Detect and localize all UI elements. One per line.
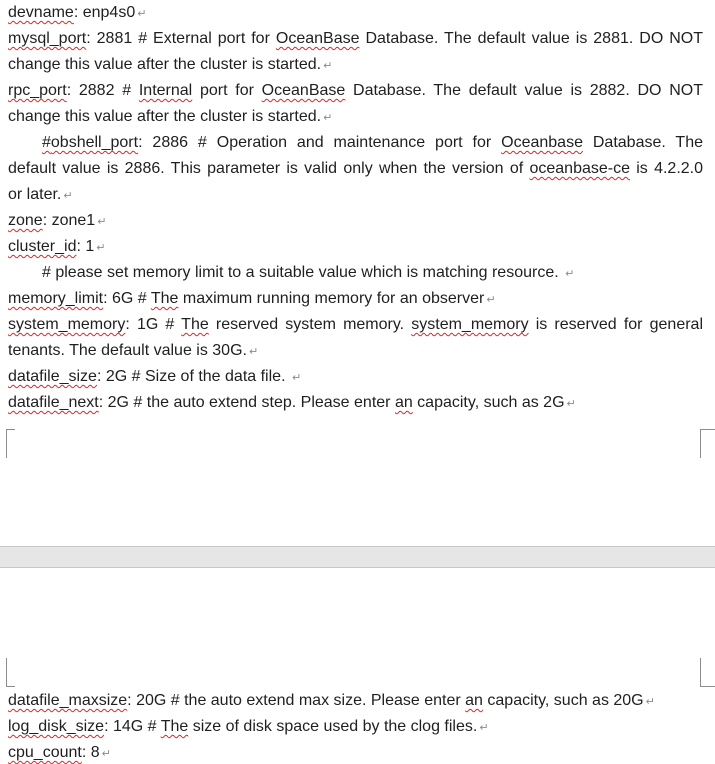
config-key: system_memory <box>8 316 126 333</box>
paragraph-mark-icon: ↵ <box>96 242 106 254</box>
config-line-cluster-id[interactable] <box>8 234 703 260</box>
config-line-cpu-count[interactable] <box>8 740 703 764</box>
paragraph-mark-icon: ↵ <box>645 696 655 708</box>
paragraph-mark-icon: ↵ <box>323 60 333 72</box>
flagged-word: The <box>181 316 209 333</box>
comment-text: change this value after the cluster is started. <box>8 56 322 73</box>
paragraph-mark-icon: ↵ <box>137 8 147 20</box>
paragraph-mark-icon: ↵ <box>566 398 576 410</box>
config-value: : 6G # <box>103 290 151 307</box>
config-line-system-memory[interactable] <box>8 312 703 338</box>
config-line-datafile-maxsize[interactable] <box>8 688 703 714</box>
config-key: cluster_id <box>8 238 77 255</box>
config-line-datafile-next[interactable] <box>8 390 703 416</box>
page-margin-corner-marker <box>700 429 715 458</box>
document-body-top[interactable] <box>8 0 703 416</box>
comment-text: size of disk space used by the clog files. <box>188 718 478 735</box>
page-margin-corner-marker <box>700 658 715 687</box>
page-margin-corner-marker <box>6 658 15 687</box>
flagged-word: The <box>160 718 189 735</box>
paragraph-mark-icon: ↵ <box>101 748 111 760</box>
flagged-word: OceanBase <box>275 30 360 47</box>
paragraph-mark-icon: ↵ <box>486 294 496 306</box>
config-value: : 2881 # External port for <box>86 30 276 47</box>
config-value: : 1 <box>76 238 95 255</box>
paragraph-mark-icon: ↵ <box>565 268 575 280</box>
config-line-mysql-port[interactable] <box>8 26 703 52</box>
config-value: : 20G # the auto extend max size. Please enter <box>127 692 466 709</box>
page-margin-corner-marker <box>6 429 15 458</box>
config-value: : 2G # the auto extend step. Please enter <box>98 394 395 411</box>
comment-text: change this value after the cluster is started. <box>8 108 322 125</box>
config-line-datafile-size[interactable] <box>8 364 703 390</box>
comment-text: reserved system memory. <box>208 316 412 333</box>
config-value: : 8 <box>81 744 100 761</box>
paragraph-mark-icon: ↵ <box>97 216 107 228</box>
flagged-word: Internal <box>138 82 193 99</box>
config-line-log-disk-size[interactable] <box>8 714 703 740</box>
flagged-word: The <box>150 290 179 307</box>
paragraph-mark-icon: ↵ <box>248 346 259 358</box>
config-value: : 2886 # Operation and maintenance port for <box>138 134 502 151</box>
comment-text: is reserved for general <box>528 316 703 333</box>
flagged-word: an <box>465 692 483 709</box>
comment-continuation-line[interactable] <box>8 156 703 182</box>
config-key: zone <box>8 212 43 229</box>
comment-text: # please set memory limit to a suitable value which is matching resource. <box>42 264 564 281</box>
comment-hash: # <box>42 134 51 151</box>
config-line-rpc-port[interactable] <box>8 78 703 104</box>
paragraph-mark-icon: ↵ <box>63 190 73 202</box>
comment-line-memory-hint[interactable] <box>8 260 703 286</box>
config-value: : zone1 <box>42 212 96 229</box>
config-key: datafile_size <box>8 368 97 385</box>
comment-text: tenants. The default value is 30G. <box>8 342 247 359</box>
flagged-word: Oceanbase <box>501 134 583 151</box>
comment-text: or later. <box>8 186 62 203</box>
document-body-bottom[interactable] <box>8 688 703 764</box>
comment-continuation-line[interactable] <box>8 182 703 208</box>
comment-text: capacity, such as 2G <box>412 394 565 411</box>
config-line-obshell-port[interactable] <box>8 130 703 156</box>
flagged-word: system_memory <box>411 316 529 333</box>
comment-text: port for <box>192 82 262 99</box>
config-key: datafile_maxsize <box>8 692 128 709</box>
comment-text: Database. The <box>582 134 704 151</box>
config-value: : 1G # <box>125 316 182 333</box>
config-key: cpu_count <box>8 744 82 761</box>
config-key: devname <box>8 4 74 21</box>
config-key: datafile_next <box>8 394 99 411</box>
paragraph-mark-icon: ↵ <box>323 112 333 124</box>
config-line-memory-limit[interactable] <box>8 286 703 312</box>
comment-text: is 4.2.2.0 <box>629 160 704 177</box>
config-key: mysql_port <box>8 30 87 47</box>
flagged-word: an <box>394 394 413 411</box>
config-key: obshell_port <box>50 134 139 151</box>
comment-text: Database. The default value is 2881. DO NOT <box>359 30 704 47</box>
flagged-word: oceanbase-ce <box>529 160 630 177</box>
comment-continuation-line[interactable] <box>8 52 703 78</box>
paragraph-mark-icon: ↵ <box>479 722 489 734</box>
config-line-devname[interactable] <box>8 0 703 26</box>
comment-continuation-line[interactable] <box>8 104 703 130</box>
comment-text: capacity, such as 20G <box>482 692 644 709</box>
config-value: : 2882 # <box>66 82 139 99</box>
config-value: : 14G # <box>104 718 161 735</box>
config-value: : 2G # Size of the data file. <box>96 368 290 385</box>
page-break-gap <box>0 546 715 568</box>
config-key: log_disk_size <box>8 718 105 735</box>
paragraph-mark-icon: ↵ <box>291 372 302 384</box>
config-key: memory_limit <box>8 290 104 307</box>
config-value: : enp4s0 <box>73 4 136 21</box>
comment-text: maximum running memory for an observer <box>178 290 485 307</box>
config-line-zone[interactable] <box>8 208 703 234</box>
comment-text: Database. The default value is 2882. DO NOT <box>345 82 704 99</box>
comment-text: default value is 2886. This parameter is valid only when the version of <box>8 160 530 177</box>
comment-continuation-line[interactable] <box>8 338 703 364</box>
flagged-word: OceanBase <box>261 82 346 99</box>
config-key-commented <box>42 134 138 151</box>
config-key: rpc_port <box>8 82 67 99</box>
